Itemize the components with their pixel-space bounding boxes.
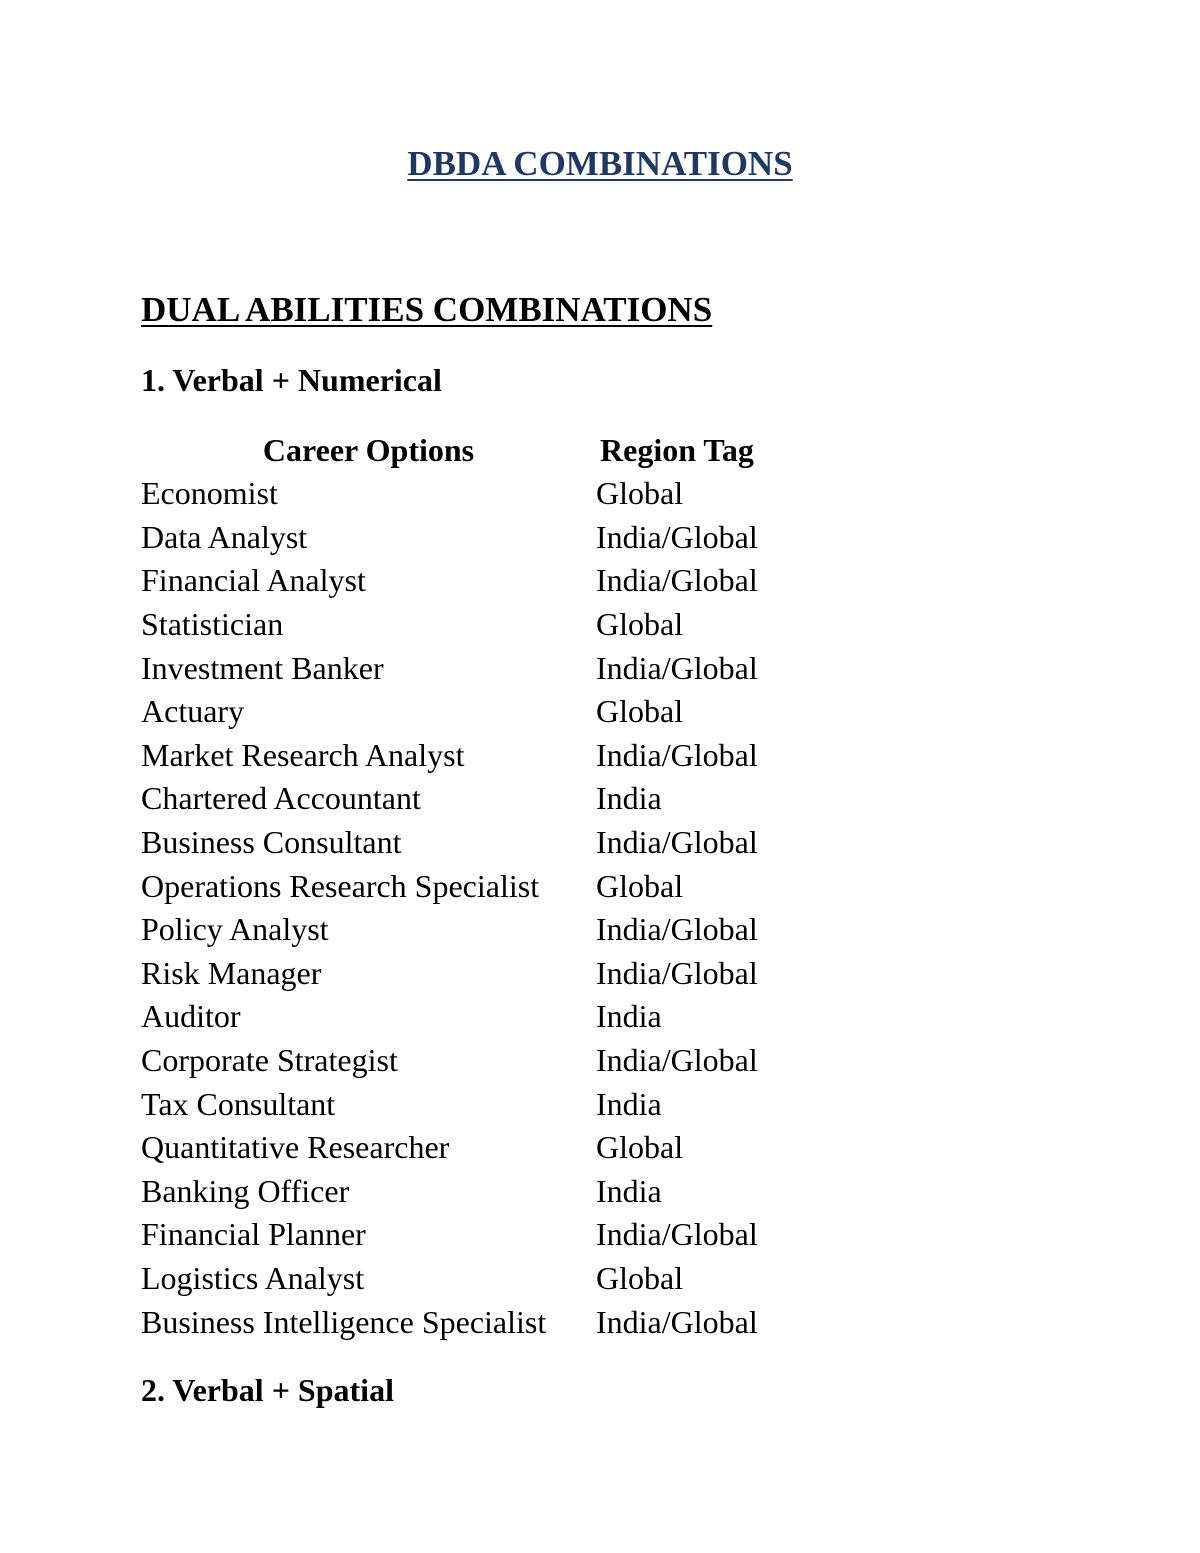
table-row [141, 603, 758, 647]
career-option-cell: Auditor [141, 998, 241, 1035]
region-tag-cell: India/Global [596, 1303, 758, 1340]
region-tag-cell: India/Global [596, 649, 758, 686]
region-tag-cell: India/Global [596, 562, 758, 599]
career-option-cell: Operations Research Specialist [141, 867, 540, 904]
subsection-heading-verbal-numerical: 1. Verbal + Numerical [141, 362, 442, 398]
region-tag-cell: Global [596, 606, 684, 643]
table-row [141, 690, 758, 734]
region-tag-cell: India [596, 998, 662, 1035]
career-option-cell: Financial Planner [141, 1216, 366, 1253]
career-option-cell: Risk Manager [141, 954, 322, 991]
career-option-cell: Economist [141, 475, 278, 512]
career-option-cell: Business Consultant [141, 824, 402, 861]
table-row [141, 1082, 758, 1126]
career-option-cell: Actuary [141, 693, 245, 730]
region-tag-cell: India/Global [596, 954, 758, 991]
column-header-region-tag: Region Tag [600, 431, 754, 468]
table-row [141, 777, 758, 821]
career-option-cell: Tax Consultant [141, 1085, 336, 1122]
career-option-cell: Chartered Accountant [141, 780, 421, 817]
table-row [141, 646, 758, 690]
region-tag-cell: India/Global [596, 824, 758, 861]
table-row [141, 1126, 758, 1170]
region-tag-cell: India/Global [596, 736, 758, 773]
table-row [141, 995, 758, 1039]
region-tag-cell: India [596, 780, 662, 817]
table-row [141, 734, 758, 778]
region-tag-cell: India/Global [596, 1042, 758, 1079]
region-tag-cell: India/Global [596, 911, 758, 948]
career-option-cell: Policy Analyst [141, 911, 329, 948]
table-row [141, 1300, 758, 1344]
subsection-heading-verbal-spatial: 2. Verbal + Spatial [141, 1372, 394, 1408]
career-option-cell: Market Research Analyst [141, 736, 465, 773]
career-option-cell: Financial Analyst [141, 562, 366, 599]
region-tag-cell: Global [596, 867, 684, 904]
table-row [141, 908, 758, 952]
region-tag-cell: India/Global [596, 518, 758, 555]
region-tag-cell: India [596, 1085, 662, 1122]
region-tag-cell: Global [596, 1259, 684, 1296]
table-body [141, 472, 758, 1344]
table-row [141, 559, 758, 603]
table-row [141, 952, 758, 996]
table-row [141, 1039, 758, 1083]
region-tag-cell: Global [596, 1129, 684, 1166]
table-row [141, 472, 758, 516]
career-option-cell: Investment Banker [141, 649, 384, 686]
region-tag-cell: India [596, 1172, 662, 1209]
career-option-cell: Corporate Strategist [141, 1042, 398, 1079]
table-row [141, 821, 758, 865]
region-tag-cell: Global [596, 475, 684, 512]
career-option-cell: Quantitative Researcher [141, 1129, 450, 1166]
career-option-cell: Statistician [141, 606, 284, 643]
table-row [141, 864, 758, 908]
region-tag-cell: India/Global [596, 1216, 758, 1253]
career-option-cell: Logistics Analyst [141, 1259, 365, 1296]
table-row [141, 1213, 758, 1257]
column-header-career-options: Career Options [262, 431, 475, 468]
table-row [141, 516, 758, 560]
document-title: DBDA COMBINATIONS [407, 144, 793, 183]
career-option-cell: Data Analyst [141, 518, 308, 555]
table-header-row [141, 428, 758, 472]
table-row [141, 1257, 758, 1301]
career-options-table [141, 428, 758, 1344]
section-heading: DUAL ABILITIES COMBINATIONS [141, 290, 713, 329]
career-option-cell: Business Intelligence Specialist [141, 1303, 547, 1340]
region-tag-cell: Global [596, 693, 684, 730]
table-row [141, 1170, 758, 1214]
career-option-cell: Banking Officer [141, 1172, 350, 1209]
